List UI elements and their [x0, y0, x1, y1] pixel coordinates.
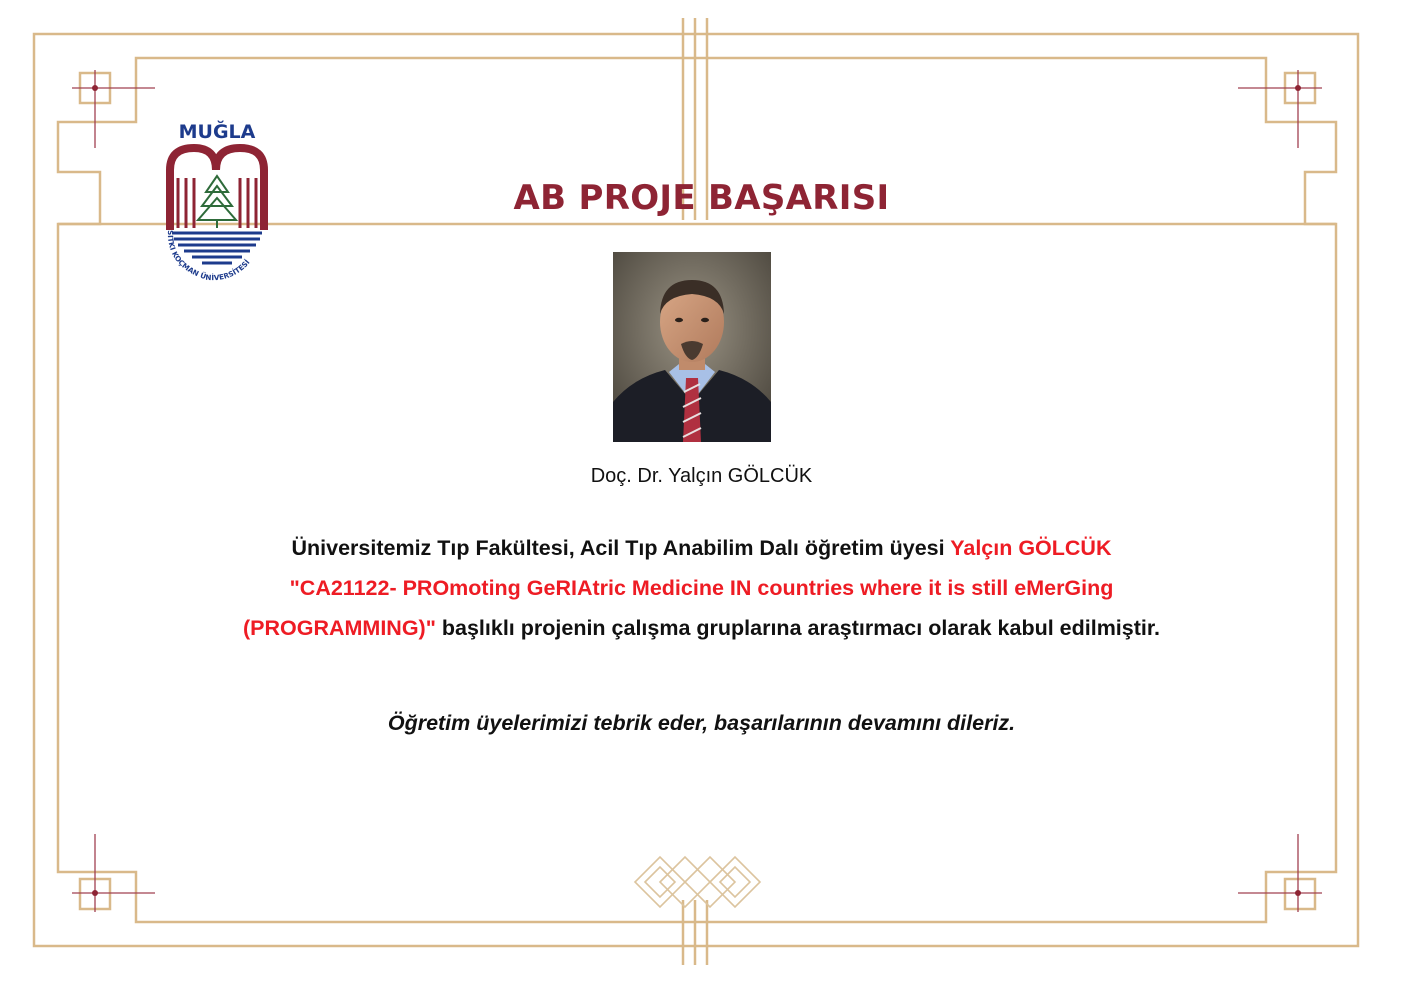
portrait-photo	[613, 252, 771, 442]
logo-wordmark: MUĞLA	[178, 121, 256, 143]
project-title-line1: "CA21122- PROmoting GeRIAtric Medicine IN countries where it is still eMerGing	[289, 576, 1114, 600]
logo-arc-text: SITKI KOÇMAN ÜNİVERSİTESİ	[165, 230, 252, 283]
announcement-text	[100, 528, 1303, 648]
person-name: Doç. Dr. Yalçın GÖLCÜK	[590, 465, 813, 487]
announcement-part1: Üniversitemiz Tıp Fakültesi, Acil Tıp Anabilim Dalı öğretim üyesi	[291, 536, 951, 560]
project-title-line2: (PROGRAMMING)"	[242, 616, 436, 640]
page-title: AB PROJE BAŞARISI	[513, 178, 890, 218]
highlight-name: Yalçın GÖLCÜK	[950, 536, 1112, 560]
announcement-part2: başlıklı projenin çalışma gruplarına araştırmacı olarak kabul edilmiştir.	[435, 616, 1161, 640]
congratulations-text: Öğretim üyelerimizi tebrik eder, başarılarının devamını dileriz.	[387, 711, 1016, 735]
